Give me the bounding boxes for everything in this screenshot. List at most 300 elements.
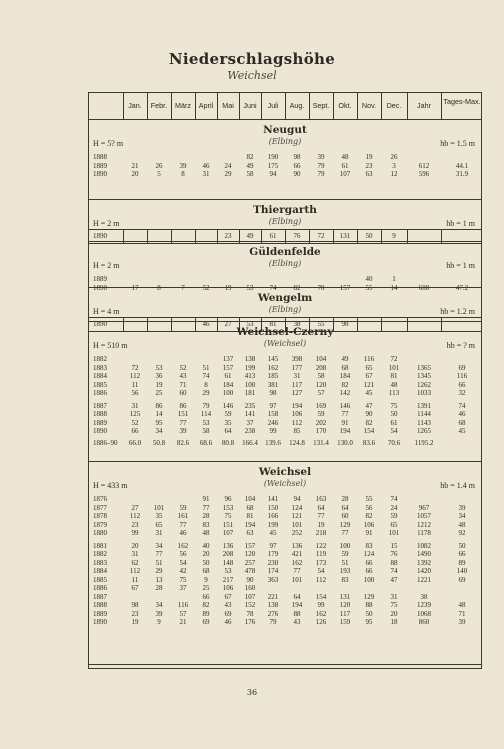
- value-cell: 124: [291, 503, 303, 512]
- column-header: Mai: [222, 101, 234, 110]
- value-cell: 83: [202, 520, 210, 529]
- table-row: [89, 372, 481, 381]
- value-cell: 53: [224, 567, 232, 575]
- year-cell: 1887: [93, 592, 107, 601]
- value-cell: 54: [179, 558, 187, 567]
- value-cell: 112: [129, 567, 141, 575]
- table-row: [89, 559, 481, 568]
- value-cell: 50.8: [152, 438, 166, 447]
- value-cell: 1239: [417, 601, 431, 609]
- value-cell: 58: [246, 170, 254, 178]
- value-cell: 11: [131, 575, 139, 584]
- value-cell: 112: [291, 418, 303, 427]
- station-name: Güldenfelde: [249, 246, 321, 258]
- value-cell: 48: [341, 153, 349, 161]
- value-cell: 179: [267, 550, 279, 558]
- value-cell: 413: [244, 372, 256, 380]
- table-row: [89, 593, 481, 602]
- value-cell: 154: [315, 592, 327, 601]
- value-cell: 162: [177, 541, 189, 550]
- table-row: [89, 512, 481, 521]
- value-cell: 184: [339, 372, 351, 380]
- station-name: Weichsel-Czerny: [236, 326, 334, 338]
- value-cell: 136: [291, 541, 303, 550]
- value-cell: 34: [155, 601, 163, 609]
- value-cell: 77: [179, 520, 187, 529]
- value-cell: 11: [131, 380, 139, 389]
- header-divider: [195, 93, 196, 119]
- value-cell: 69: [202, 618, 210, 626]
- value-cell: 49: [246, 232, 254, 240]
- value-cell: 3: [392, 161, 396, 170]
- value-cell: 68: [341, 363, 349, 372]
- value-cell: 59: [224, 410, 232, 418]
- column-header: Nov.: [361, 101, 377, 110]
- value-cell: 34: [155, 541, 163, 550]
- table-row: [89, 389, 481, 398]
- station-river: (Weichsel): [263, 339, 307, 348]
- value-cell: 31: [155, 529, 163, 537]
- value-cell: 45: [269, 529, 277, 537]
- value-cell: 126: [315, 618, 327, 626]
- value-cell: 26: [390, 153, 398, 161]
- value-cell: 1195.2: [414, 438, 434, 447]
- value-cell: 68: [458, 418, 466, 427]
- header-divider: [407, 93, 408, 119]
- year-cell: 1884: [93, 567, 107, 575]
- value-cell: 24: [390, 503, 398, 512]
- value-cell: 80.8: [221, 438, 235, 447]
- value-cell: 101: [291, 520, 303, 529]
- value-cell: 130.0: [337, 438, 353, 447]
- value-cell: 1392: [417, 558, 431, 567]
- value-cell: 1082: [417, 541, 431, 550]
- value-cell: 140: [456, 567, 468, 575]
- value-cell: 202: [315, 418, 327, 427]
- value-cell: 12: [390, 170, 398, 178]
- value-cell: 38: [420, 592, 428, 601]
- value-cell: 74: [202, 372, 210, 380]
- value-cell: 31: [390, 592, 398, 601]
- value-cell: 113: [388, 389, 400, 397]
- value-cell: 14: [390, 283, 398, 292]
- header-divider: [171, 93, 172, 119]
- table-row: [89, 364, 481, 373]
- table-row: [89, 410, 481, 419]
- value-cell: 381: [267, 380, 279, 389]
- value-cell: 185: [267, 372, 279, 380]
- value-cell: 52: [131, 418, 139, 427]
- value-cell: 35: [155, 512, 163, 520]
- value-cell: 136: [222, 541, 234, 550]
- value-cell: 82: [202, 601, 210, 609]
- value-cell: 70.6: [387, 438, 401, 447]
- column-header: März: [175, 101, 191, 110]
- value-cell: 86: [155, 401, 163, 410]
- precipitation-table: [88, 92, 482, 669]
- value-cell: 82: [365, 418, 373, 427]
- header-divider: [123, 93, 124, 119]
- value-cell: 98: [269, 389, 277, 397]
- value-cell: 53: [246, 320, 254, 328]
- value-cell: 50: [365, 232, 373, 240]
- value-cell: 99: [269, 427, 277, 435]
- value-cell: 181: [244, 389, 256, 397]
- value-cell: 100: [244, 380, 256, 389]
- value-cell: 124: [363, 550, 375, 558]
- value-cell: 82.6: [176, 438, 190, 447]
- value-cell: 27: [131, 503, 139, 512]
- value-cell: 114: [200, 410, 212, 418]
- value-cell: 1221: [417, 575, 431, 584]
- value-cell: 175: [267, 161, 279, 170]
- value-cell: 40: [365, 275, 373, 283]
- value-cell: 75: [179, 575, 187, 584]
- value-cell: 184: [222, 380, 234, 389]
- value-cell: 107: [339, 170, 351, 178]
- value-cell: 25: [155, 389, 163, 397]
- value-cell: 65: [155, 520, 163, 529]
- station-gauge-height: hb = 1 m: [446, 261, 475, 270]
- value-cell: 83.6: [362, 438, 376, 447]
- table-row: [89, 427, 481, 436]
- year-cell: 1889: [93, 161, 107, 170]
- value-cell: 34: [458, 512, 466, 520]
- value-cell: 61: [390, 418, 398, 427]
- year-cell: 1879: [93, 520, 107, 529]
- year-cell: 1876: [93, 495, 107, 503]
- value-cell: 43: [224, 601, 232, 609]
- value-cell: 151: [222, 520, 234, 529]
- value-cell: 478: [244, 567, 256, 575]
- column-header: Jahr: [417, 101, 431, 110]
- value-cell: 1490: [417, 550, 431, 558]
- value-cell: 50: [390, 410, 398, 418]
- value-cell: 52: [179, 363, 187, 372]
- value-cell: 127: [291, 389, 303, 397]
- value-cell: 82: [293, 283, 301, 292]
- value-cell: 170: [315, 427, 327, 435]
- column-header: Juni: [243, 101, 257, 110]
- value-cell: 238: [244, 427, 256, 435]
- value-cell: 252: [291, 529, 303, 537]
- value-cell: 43: [293, 618, 301, 626]
- value-cell: 48: [458, 601, 466, 609]
- value-cell: 154: [363, 427, 375, 435]
- value-cell: 173: [315, 558, 327, 567]
- value-cell: 146: [339, 401, 351, 410]
- value-cell: 129: [339, 520, 351, 529]
- value-cell: 157: [222, 363, 234, 372]
- value-cell: 59: [341, 550, 349, 558]
- value-cell: 75: [390, 601, 398, 609]
- value-cell: 91: [341, 418, 349, 427]
- value-cell: 157: [244, 541, 256, 550]
- value-cell: 31: [131, 401, 139, 410]
- value-cell: 43: [179, 372, 187, 380]
- value-cell: 106: [222, 584, 234, 592]
- table-header: [89, 93, 481, 120]
- year-cell: 1890: [93, 283, 107, 292]
- table-row: [89, 521, 481, 530]
- value-cell: 45: [365, 389, 373, 397]
- value-cell: 1212: [417, 520, 431, 529]
- value-cell: 71: [458, 609, 466, 618]
- value-cell: 17: [131, 283, 139, 292]
- value-cell: 141: [267, 495, 279, 503]
- value-cell: 60: [341, 512, 349, 520]
- value-cell: 23: [224, 232, 232, 240]
- value-cell: 162: [315, 609, 327, 618]
- value-cell: 967: [418, 503, 430, 512]
- value-cell: 199: [244, 363, 256, 372]
- table-row: [89, 529, 481, 538]
- value-cell: 99: [131, 529, 139, 537]
- value-cell: 151: [177, 410, 189, 418]
- station-section: [89, 287, 481, 328]
- value-cell: 61: [224, 372, 232, 380]
- header-divider: [147, 93, 148, 119]
- value-cell: 190: [267, 153, 279, 161]
- value-cell: 1178: [417, 529, 431, 537]
- header-divider: [261, 93, 262, 119]
- value-cell: 89: [202, 609, 210, 618]
- value-cell: 66: [365, 558, 373, 567]
- value-cell: 23: [131, 520, 139, 529]
- value-cell: 40: [202, 541, 210, 550]
- value-cell: 48: [202, 529, 210, 537]
- station-elevation: H = 510 m: [93, 341, 128, 350]
- value-cell: 23: [365, 161, 373, 170]
- year-cell: 1886–90: [93, 438, 118, 447]
- year-cell: 1885: [93, 380, 107, 389]
- value-cell: 107: [222, 529, 234, 537]
- value-cell: 75: [224, 512, 232, 520]
- table-row: [89, 419, 481, 428]
- value-cell: 44.1: [455, 161, 469, 170]
- table-row: [89, 355, 481, 364]
- value-cell: 116: [363, 355, 375, 363]
- value-cell: 1033: [417, 389, 431, 397]
- value-cell: 19: [131, 618, 139, 626]
- value-cell: 55: [365, 495, 373, 503]
- value-cell: 106: [291, 410, 303, 418]
- value-cell: 39: [179, 161, 187, 170]
- table-row: [89, 275, 481, 284]
- value-cell: 46: [224, 618, 232, 626]
- station-section: [89, 321, 481, 462]
- value-cell: 92: [458, 529, 466, 537]
- value-cell: 53: [202, 418, 210, 427]
- value-cell: 56: [179, 550, 187, 558]
- value-cell: 145: [267, 355, 279, 363]
- value-cell: 19: [365, 153, 373, 161]
- value-cell: 8: [157, 283, 161, 292]
- value-cell: 163: [315, 495, 327, 503]
- value-cell: 31: [293, 372, 301, 380]
- column-header: Sept.: [312, 101, 330, 110]
- value-cell: 208: [315, 363, 327, 372]
- table-row: [89, 153, 481, 162]
- value-cell: 29: [155, 567, 163, 575]
- year-cell: 1878: [93, 512, 107, 520]
- value-cell: 61: [341, 161, 349, 170]
- value-cell: 221: [267, 592, 279, 601]
- station-gauge-height: hb = 1.2 m: [440, 307, 475, 316]
- value-cell: 1391: [417, 401, 431, 410]
- value-cell: 18: [390, 618, 398, 626]
- table-row: [89, 550, 481, 559]
- value-cell: 77: [179, 418, 187, 427]
- value-cell: 37: [179, 584, 187, 592]
- value-cell: 19: [155, 380, 163, 389]
- value-cell: 153: [222, 503, 234, 512]
- year-cell: 1890: [93, 618, 107, 626]
- value-cell: 121: [291, 512, 303, 520]
- value-cell: 31: [131, 550, 139, 558]
- value-cell: 7: [181, 283, 185, 292]
- value-cell: 218: [315, 529, 327, 537]
- value-cell: 58: [317, 372, 325, 380]
- value-cell: 230: [267, 558, 279, 567]
- station-section: [89, 241, 481, 292]
- value-cell: 152: [244, 601, 256, 609]
- value-cell: 63: [246, 529, 254, 537]
- station-section: [89, 199, 481, 242]
- value-cell: 19: [224, 283, 232, 292]
- value-cell: 20: [131, 541, 139, 550]
- value-cell: 59: [179, 503, 187, 512]
- value-cell: 612: [418, 161, 430, 170]
- value-cell: 19: [317, 520, 325, 529]
- station-elevation: H = 433 m: [93, 481, 128, 490]
- year-cell: 1890: [93, 320, 107, 328]
- value-cell: 217: [222, 575, 234, 584]
- value-cell: 97: [269, 541, 277, 550]
- value-cell: 56: [131, 389, 139, 397]
- value-cell: 20: [390, 609, 398, 618]
- value-cell: 66: [458, 380, 466, 389]
- year-cell: 1890: [93, 232, 107, 240]
- value-cell: 70: [317, 283, 325, 292]
- value-cell: 421: [291, 550, 303, 558]
- value-cell: 131: [339, 232, 351, 240]
- year-cell: 1888: [93, 601, 107, 609]
- column-header: Dec.: [386, 101, 402, 110]
- value-cell: 68.6: [199, 438, 213, 447]
- value-cell: 120: [244, 550, 256, 558]
- header-divider: [333, 93, 334, 119]
- value-cell: 159: [339, 618, 351, 626]
- value-cell: 1057: [417, 512, 431, 520]
- value-cell: 100: [363, 575, 375, 584]
- value-cell: 69: [224, 609, 232, 618]
- value-cell: 34: [155, 427, 163, 435]
- value-cell: 194: [291, 601, 303, 609]
- year-cell: 1883: [93, 558, 107, 567]
- value-cell: 88: [365, 601, 373, 609]
- value-cell: 596: [418, 170, 430, 178]
- value-cell: 47: [365, 401, 373, 410]
- value-cell: 45: [458, 427, 466, 435]
- value-cell: 69: [458, 575, 466, 584]
- value-cell: 28: [202, 512, 210, 520]
- value-cell: 88: [293, 609, 301, 618]
- value-cell: 48: [390, 380, 398, 389]
- value-cell: 39: [179, 427, 187, 435]
- value-cell: 64: [317, 503, 325, 512]
- value-cell: 66: [293, 161, 301, 170]
- value-cell: 39: [155, 609, 163, 618]
- value-cell: 50: [458, 541, 466, 550]
- value-cell: 131: [339, 592, 351, 601]
- value-cell: 98: [341, 320, 349, 328]
- value-cell: 39: [458, 503, 466, 512]
- header-divider: [381, 93, 382, 119]
- header-divider: [285, 93, 286, 119]
- value-cell: 107: [244, 592, 256, 601]
- value-cell: 28: [155, 584, 163, 592]
- table-row: [89, 584, 481, 593]
- value-cell: 98: [293, 153, 301, 161]
- value-cell: 1265: [417, 427, 431, 435]
- table-row: [89, 439, 481, 448]
- page-title: Niederschlagshöhe: [168, 50, 336, 68]
- value-cell: 235: [244, 401, 256, 410]
- value-cell: 246: [267, 418, 279, 427]
- value-cell: 99: [317, 601, 325, 609]
- value-cell: 120: [315, 380, 327, 389]
- value-cell: 78: [246, 609, 254, 618]
- year-cell: 1882: [93, 355, 107, 363]
- value-cell: 51: [155, 558, 163, 567]
- year-cell: 1885: [93, 575, 107, 584]
- value-cell: 65: [365, 363, 373, 372]
- value-cell: 81: [246, 512, 254, 520]
- value-cell: 1143: [417, 418, 431, 427]
- value-cell: 106: [363, 520, 375, 529]
- table-row: [89, 162, 481, 171]
- value-cell: 121: [363, 380, 375, 389]
- value-cell: 95: [155, 418, 163, 427]
- value-cell: 1345: [417, 372, 431, 380]
- value-cell: 39: [458, 618, 466, 626]
- value-cell: 100: [222, 389, 234, 397]
- table-row: [89, 601, 481, 610]
- value-cell: 36: [155, 372, 163, 380]
- value-cell: 90: [365, 410, 373, 418]
- value-cell: 65: [390, 520, 398, 529]
- year-cell: 1886: [93, 584, 107, 592]
- value-cell: 64: [341, 503, 349, 512]
- value-cell: 67: [224, 592, 232, 601]
- year-cell: 1889: [93, 275, 107, 283]
- value-cell: 66: [365, 567, 373, 575]
- value-cell: 9: [157, 618, 161, 626]
- value-cell: 74: [458, 401, 466, 410]
- value-cell: 157: [339, 283, 351, 292]
- value-cell: 97: [269, 401, 277, 410]
- year-cell: 1877: [93, 503, 107, 512]
- value-cell: 46: [458, 410, 466, 418]
- value-cell: 158: [267, 410, 279, 418]
- value-cell: 104: [244, 495, 256, 503]
- value-cell: 21: [179, 618, 187, 626]
- table-row: [89, 381, 481, 390]
- value-cell: 91: [202, 495, 210, 503]
- value-cell: 13: [155, 575, 163, 584]
- value-cell: 72: [390, 355, 398, 363]
